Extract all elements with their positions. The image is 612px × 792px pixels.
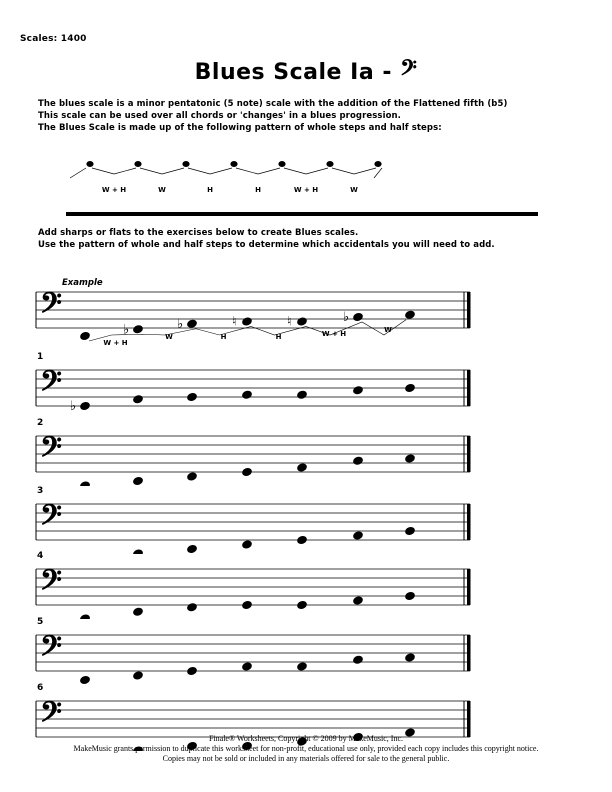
pattern-connector xyxy=(284,168,328,174)
pattern-connector xyxy=(140,168,184,174)
bass-clef-icon: 𝄢 xyxy=(400,56,418,86)
note-head xyxy=(132,548,144,554)
exercise-staff xyxy=(0,360,612,420)
exercise-number: 6 xyxy=(37,683,44,693)
pattern-node xyxy=(134,161,141,167)
pattern-connector xyxy=(70,168,86,178)
note-head xyxy=(186,392,198,403)
pattern-node xyxy=(278,161,285,167)
intro-line-3: The Blues Scale is made up of the following pattern of whole steps and half steps: xyxy=(38,123,442,133)
pattern-step-label: H xyxy=(255,186,261,194)
note-head xyxy=(186,544,198,554)
exercise-6-final-barline xyxy=(467,701,471,737)
note-head xyxy=(241,389,253,400)
pattern-node xyxy=(86,161,93,167)
note-head xyxy=(79,613,91,619)
pattern-step-label: W xyxy=(158,186,166,194)
instruction-line-2: Use the pattern of whole and half steps to determine which accidentals you will need to add. xyxy=(38,240,495,250)
page-title xyxy=(0,56,612,87)
worksheet-series-label: Scales: 1400 xyxy=(20,34,87,44)
note-head xyxy=(352,595,364,606)
bass-clef-icon: 𝄢 xyxy=(40,287,62,328)
note-head xyxy=(186,666,198,677)
exercise-staff xyxy=(0,625,612,685)
exercise-number: 3 xyxy=(37,486,44,496)
note-head xyxy=(132,476,144,486)
note-head xyxy=(79,553,91,554)
exercise-3-final-barline xyxy=(467,504,471,540)
exercise-1-final-barline xyxy=(467,370,471,406)
note-head xyxy=(241,600,253,611)
title-text: Blues Scale Ia - xyxy=(194,60,401,85)
pattern-connector xyxy=(332,168,376,174)
flat-accidental-icon: ♭ xyxy=(123,322,130,338)
note-head xyxy=(352,530,364,541)
exercise-staff xyxy=(0,559,612,619)
note-head xyxy=(404,383,416,394)
footer-line-3: Copies may not be sold or included in any materials offered for sale to the general public. xyxy=(162,754,450,763)
example-step-label: H xyxy=(220,333,227,341)
pattern-step-label: W + H xyxy=(293,186,319,194)
example-step-label: W + H xyxy=(321,330,347,338)
bass-clef-icon: 𝄢 xyxy=(40,499,62,540)
example-step-label: H xyxy=(275,333,282,341)
note-head xyxy=(352,455,364,466)
pattern-node xyxy=(230,161,237,167)
exercise-staff xyxy=(0,494,612,554)
pattern-connector xyxy=(188,168,232,174)
note-head xyxy=(132,324,144,335)
note-head xyxy=(404,309,416,320)
natural-accidental-icon: ♮ xyxy=(232,314,237,330)
exercise-number: 5 xyxy=(37,617,44,627)
note-head xyxy=(132,394,144,405)
example-staff xyxy=(0,270,612,350)
intro-line-2: This scale can be used over all chords or 'changes' in a blues progression. xyxy=(38,111,402,121)
copyright-footer xyxy=(0,734,612,764)
pattern-node xyxy=(326,161,333,167)
note-head xyxy=(186,471,198,482)
note-head xyxy=(241,467,253,478)
bass-clef-icon: 𝄢 xyxy=(40,630,62,671)
note-head xyxy=(296,600,308,611)
instruction-line-1: Add sharps or flats to the exercises below to create Blues scales. xyxy=(38,228,359,238)
intro-line-1: The blues scale is a minor pentatonic (5 note) scale with the addition of the Flattened fifth (b5) xyxy=(38,99,508,109)
flat-accidental-icon: ♭ xyxy=(177,316,184,332)
bass-clef-icon: 𝄢 xyxy=(40,564,62,605)
bass-clef-icon: 𝄢 xyxy=(40,365,62,406)
pattern-connector xyxy=(92,168,136,174)
note-head xyxy=(404,652,416,663)
note-head xyxy=(404,591,416,602)
bass-clef-icon: 𝄢 xyxy=(40,431,62,472)
note-head xyxy=(132,670,144,681)
exercise-number: 1 xyxy=(37,352,44,362)
example-step-label: W + H xyxy=(103,339,128,347)
note-head xyxy=(241,539,253,550)
note-head xyxy=(79,401,91,412)
exercise-4-final-barline xyxy=(467,569,471,605)
pattern-connector xyxy=(374,168,382,178)
note-head xyxy=(132,606,144,617)
note-head xyxy=(79,331,91,342)
note-head xyxy=(241,316,253,327)
example-final-barline xyxy=(467,292,471,328)
note-head xyxy=(296,535,308,546)
note-head xyxy=(241,661,253,672)
step-pattern-diagram xyxy=(0,150,612,200)
pattern-step-label: H xyxy=(207,186,213,194)
note-head xyxy=(404,453,416,464)
pattern-step-label: W xyxy=(350,186,358,194)
exercise-number: 4 xyxy=(37,551,44,561)
pattern-connector xyxy=(236,168,280,174)
note-head xyxy=(296,462,308,473)
pattern-node xyxy=(182,161,189,167)
pattern-node xyxy=(374,161,381,167)
bass-clef-icon: 𝄢 xyxy=(40,696,62,737)
note-head xyxy=(79,675,91,685)
note-head xyxy=(186,602,198,613)
note-head xyxy=(79,480,91,486)
note-head xyxy=(404,526,416,537)
note-head xyxy=(352,312,364,323)
example-label: Example xyxy=(62,278,103,288)
note-head xyxy=(186,318,198,329)
note-head xyxy=(296,389,308,400)
note-head xyxy=(352,385,364,396)
flat-accidental-icon: ♭ xyxy=(343,310,350,325)
exercise-number: 2 xyxy=(37,418,44,428)
exercise-2-final-barline xyxy=(467,436,471,472)
note-head xyxy=(352,654,364,665)
footer-line-1: Finale® Worksheets, Copyright © 2009 by MakeMusic, Inc. xyxy=(208,734,403,743)
footer-line-2: MakeMusic grants permission to duplicate this worksheet for non-profit, educational use only, provided each copy includes this copyright notice. xyxy=(73,744,539,753)
exercise-5-final-barline xyxy=(467,635,471,671)
natural-accidental-icon: ♮ xyxy=(287,314,292,330)
note-head xyxy=(296,661,308,672)
section-divider xyxy=(66,212,538,216)
note-head xyxy=(296,316,308,327)
example-step-label: W xyxy=(384,326,392,334)
flat-accidental-icon: ♭ xyxy=(70,399,77,414)
exercise-staff xyxy=(0,426,612,486)
pattern-step-label: W + H xyxy=(101,186,127,194)
example-step-label: W xyxy=(165,333,173,341)
